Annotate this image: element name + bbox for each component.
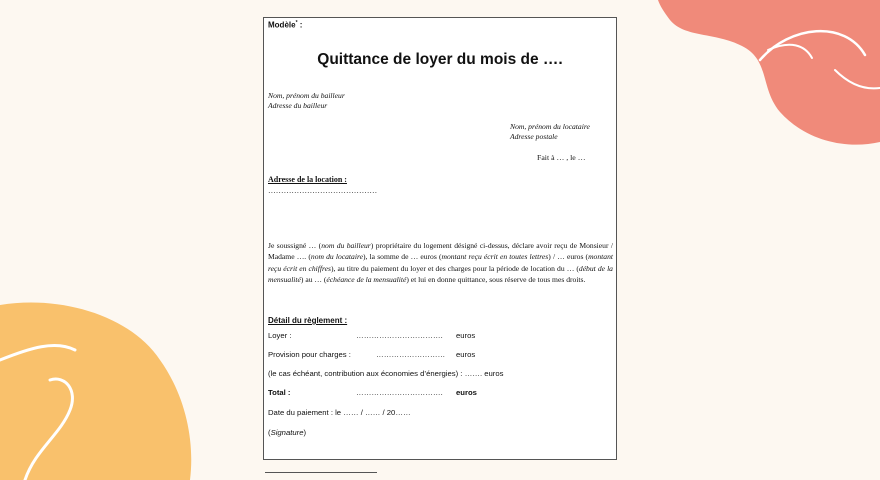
rent-unit: euros [456,331,476,340]
model-label-text: Modèle [268,20,296,30]
total-label: Total : [268,388,291,397]
paragraph-italic: nom du locataire [310,252,363,262]
charges-dots: ……………………… [376,350,446,359]
paragraph-italic: nom du bailleur [321,241,371,250]
landlord-address: Adresse du bailleur [268,101,328,110]
location-heading: Adresse de la location : [268,175,347,184]
signature-label: Signature [270,428,304,437]
signature-paren-open: ( [268,428,271,437]
paragraph-text: ) propriétaire du logement désigné ci-dessus, déclare avoir reçu de Monsieur / Madame …. ( [268,241,613,262]
location-dots: …………………………………… [268,186,378,195]
total-unit: euros [456,388,477,397]
document-title: Quittance de loyer du mois de …. [317,51,563,68]
paragraph-text: ) au … ( [300,274,327,284]
energy-contribution-note: (le cas échéant, contribution aux économies d’énergies) : ……. euros [268,369,504,378]
paragraph-text: ) et lui en donne quittance, sous réserve de tous mes droits. [406,274,586,284]
charges-label: Provision pour charges : [268,350,351,359]
paragraph-italic: début de la mensualité [268,263,613,284]
total-dots: ……………………………. [356,388,443,397]
payment-date: Date du paiement : le …… / …… / 20…… [268,408,411,417]
rent-dots: ……………………………. [356,331,443,340]
model-label-colon: : [297,20,303,30]
paragraph-text: Je soussigné … ( [268,241,322,250]
footnote-separator [265,472,377,473]
paragraph-text: ), la somme de … euros ( [363,252,442,262]
paragraph-italic: échéance de la mensualité [326,274,407,284]
paragraph-text: ) / … euros ( [548,252,589,262]
rent-label: Loyer : [268,331,292,340]
coral-blob-decoration [640,0,880,150]
orange-blob-decoration [0,300,200,480]
rent-receipt-document [263,17,617,460]
landlord-name: Nom, prénom du bailleur [268,91,345,100]
receipt-paragraph [268,240,613,285]
model-label [268,20,302,30]
model-note-mark: * [295,20,298,26]
signature-placeholder [268,428,306,437]
charges-unit: euros [456,350,476,359]
paragraph-italic: montant reçu écrit en chiffres [268,252,613,273]
payment-detail-heading: Détail du règlement : [268,316,348,325]
tenant-address: Adresse postale [510,132,558,141]
signature-paren-close: ) [303,428,307,437]
paragraph-italic: montant reçu écrit en toutes lettres [441,252,549,262]
paragraph-text: ), au titre du paiement du loyer et des charges pour la période de location du … ( [331,263,579,273]
tenant-name: Nom, prénom du locataire [510,122,590,131]
place-date: Fait à … , le … [537,153,586,162]
